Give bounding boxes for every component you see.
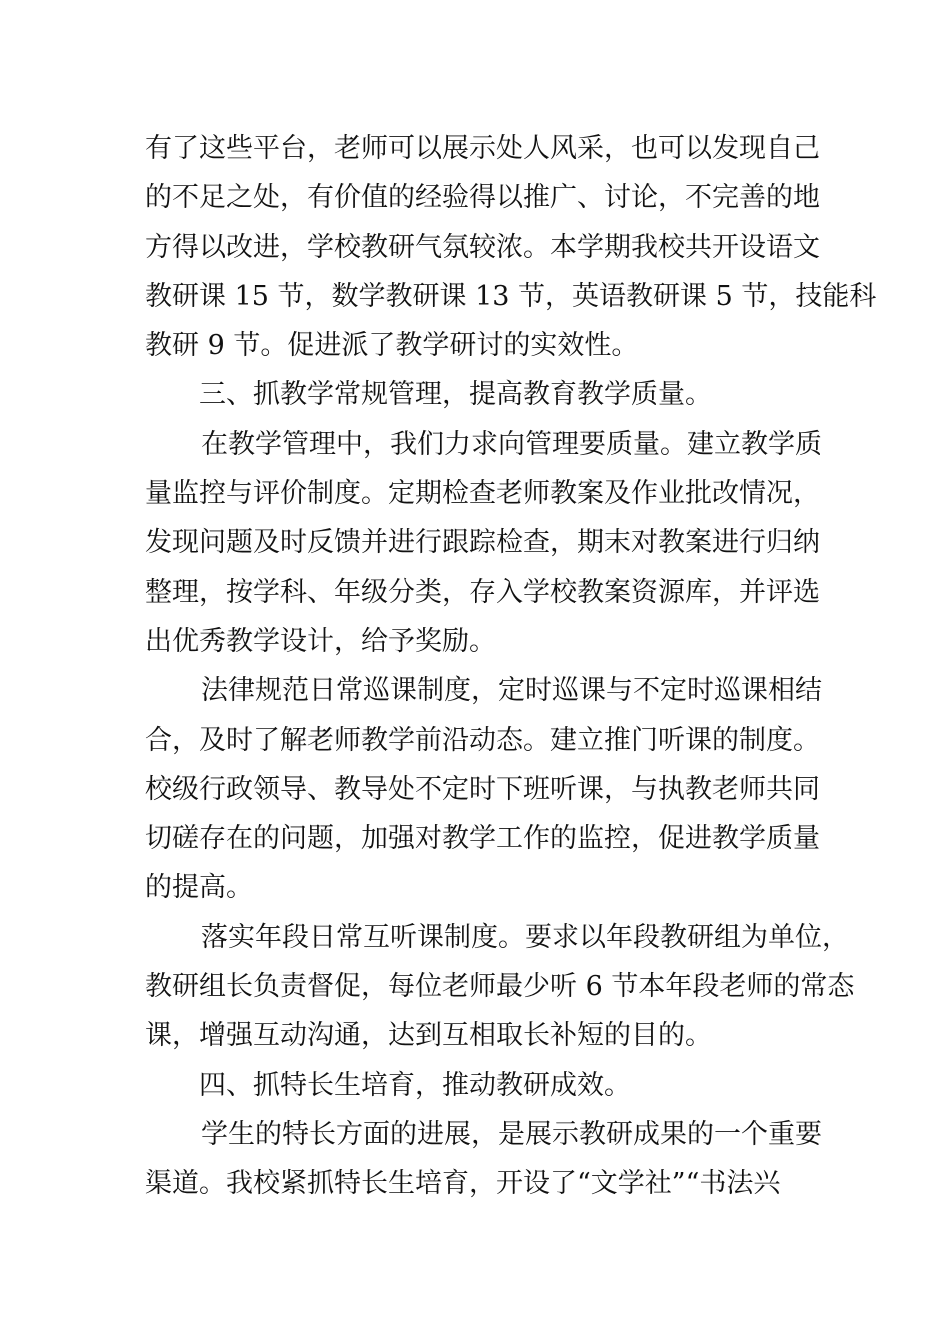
text-line: 落实年段日常互听课制度。要求以年段教研组为单位， [201,921,849,953]
text-line: 出优秀教学设计，给予奖励。 [145,625,496,657]
section-heading: 四、抓特长生培育，推动教研成效。 [199,1069,631,1101]
text-line: 校级行政领导、教导处不定时下班听课，与执教老师共同 [145,773,820,805]
text-line: 学生的特长方面的进展，是展示教研成果的一个重要 [201,1118,822,1150]
text-line: 的提高。 [145,872,253,904]
text-line: 法律规范日常巡课制度，定时巡课与不定时巡课相结 [201,675,822,707]
text-line: 渠道。我校紧抓特长生培育，开设了“文学社”“书法兴 [145,1168,781,1200]
section-heading: 三、抓教学常规管理，提高教育教学质量。 [199,379,712,411]
text-line: 合，及时了解老师教学前沿动态。建立推门听课的制度。 [145,724,820,756]
text-line: 在教学管理中，我们力求向管理要质量。建立教学质 [201,428,822,460]
text-line: 切磋存在的问题，加强对教学工作的监控，促进教学质量 [145,823,820,855]
text-line: 教研组长负责督促，每位老师最少听 6 节本年段老师的常态 [145,971,855,1003]
text-line: 的不足之处，有价值的经验得以推广、讨论，不完善的地 [145,182,820,214]
text-line: 量监控与评价制度。定期检查老师教案及作业批改情况， [145,478,820,510]
text-line: 教研 9 节。促进派了教学研讨的实效性。 [145,330,639,362]
text-line: 发现问题及时反馈并进行跟踪检查，期末对教案进行归纳 [145,527,820,559]
text-line: 教研课 15 节，数学教研课 13 节，英语教研课 5 节，技能科 [145,280,877,312]
text-line: 方得以改进，学校教研气氛较浓。本学期我校共开设语文 [145,231,820,263]
text-line: 整理，按学科、年级分类，存入学校教案资源库，并评选 [145,576,820,608]
text-line: 有了这些平台，老师可以展示处人风采，也可以发现自己 [145,133,820,164]
document-body [145,124,877,1209]
text-line: 课，增强互动沟通，达到互相取长补短的目的。 [145,1020,712,1052]
